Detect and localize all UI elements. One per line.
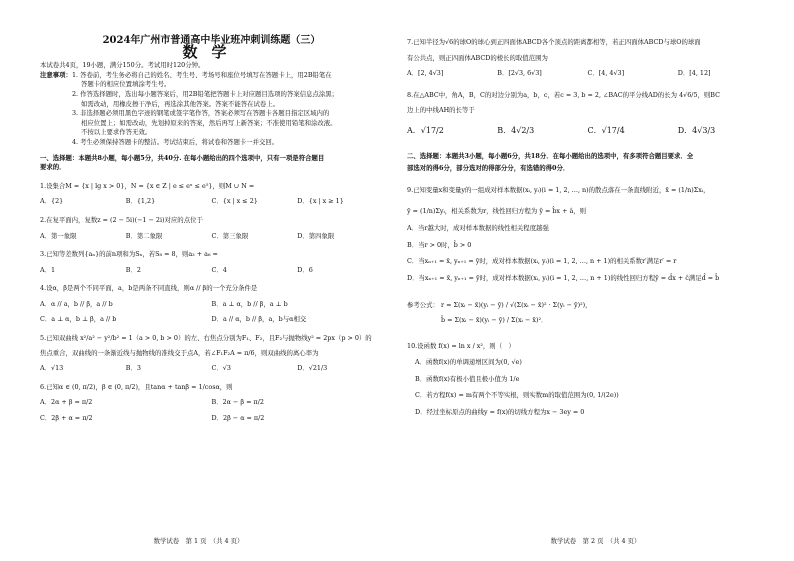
option-c: C．a ⊥ α，b ⊥ β，a // b	[40, 315, 117, 324]
question-1: 1.设集合M = {x | lg x > 0}，N = {x ∈ Z | e ≤ eˣ ≤ e⁵}，则M ∪ N =	[40, 181, 255, 190]
option-a: A．2α + β = π/2	[40, 398, 93, 407]
question-5-options	[40, 364, 383, 374]
question-6-options-ab	[40, 398, 383, 408]
question-9-option-d: D．当xₙ₊₁ = x̄, yₙ₊₁ = ȳ时，成对样本数据(xᵢ, yᵢ)(i = 1, 2, …, n + 1)的线性回归方程ŷ = d̂x + ĉ满足d̂ = b̂	[407, 273, 720, 282]
exam-page-2	[397, 0, 794, 561]
option-d: D．a // α，b // β，a，b与α相交	[211, 315, 307, 324]
option-b: B．3	[125, 364, 141, 373]
note-line: 3. 非选择题必须用黑色字迹的钢笔或签字笔作答，答案必须写在答题卡各题目指定区域内的	[71, 109, 330, 118]
option-a: A．1	[40, 265, 56, 274]
question-10-option-b: B．函数f(x)有极小值且极小值为 1/e	[415, 374, 520, 383]
option-d: D．第四象限	[297, 231, 335, 240]
question-2-options	[40, 232, 383, 242]
option-c: C．√3	[211, 364, 231, 373]
option-a: A．√17/2	[407, 125, 444, 135]
exam-intro: 本试卷共4页，19小题，满分150分。考试用时120分钟。	[40, 61, 205, 70]
question-4-options-ab	[40, 300, 383, 310]
note-line: 4. 考生必须保持答题卡的整洁。考试结束后，将试卷和答题卡一并交回。	[71, 137, 279, 146]
option-b: B．2	[125, 265, 141, 274]
question-7: 7.已知半径为√6的球O的球心到正四面体ABCD各个顶点的距离都相等，若正四面体ABCD与球O的球面	[407, 38, 701, 46]
option-b: B．a ⊥ α，b // β，a ⊥ b	[211, 299, 288, 308]
question-6: 6.已知α ∈ (0, π/2)，β ∈ (0, π/2)，且tanα + tanβ = 1/cosα，则	[40, 382, 233, 391]
question-9: 9.已知变量x和变量y的一组成对样本数据(xᵢ, yᵢ)(i = 1, 2, …, n)的散点落在一条直线附近，x̄ = (1/n)Σxᵢ，	[407, 185, 710, 194]
option-d: D．√21/3	[297, 364, 328, 373]
notes-block	[40, 71, 383, 148]
question-10: 10.设函数 f(x) = ln x / x²，则（ ）	[407, 341, 515, 350]
question-10-option-d: D．经过坐标原点的曲线y = f(x)的切线方程为x − 3ey = 0	[415, 407, 585, 416]
option-c: C．√17/4	[587, 125, 625, 135]
question-5: 5.已知双曲线 x²/a² − y²/b² = 1（a > 0, b > 0）的左、右焦点分别为F₁、F₂，且F₂与抛物线y² = 2px（p > 0）的	[40, 334, 372, 343]
option-a: A．{2}	[40, 197, 64, 206]
option-b: B．2α − β = π/2	[211, 398, 264, 407]
question-8: 8.在△ABC中，角A，B，C的对边分别为a，b，c，若c = 3, b = 2, ∠BAC的平分线AD的长为 4√6/5，则BC	[407, 90, 720, 99]
reference-formulas	[407, 301, 768, 311]
option-d: D．4√3/3	[677, 125, 716, 135]
option-b: B．[2√3, 6√3]	[497, 69, 542, 78]
question-7-cont: 有公共点，则正四面体ABCD的棱长的取值范围为	[407, 53, 548, 62]
option-d: D．{x | x ≥ 1}	[297, 197, 344, 206]
question-6-options-cd	[40, 414, 383, 424]
question-9-option-c: C．当xₙ₊₁ = x̄, yₙ₊₁ = ȳ时，成对样本数据(xᵢ, yᵢ)(i = 1, 2, …, n + 1)的相关系数r′满足r′ = r	[407, 257, 677, 266]
question-4: 4.设α，β是两个不同平面，a，b是两条不同直线，则α // β的一个充分条件是	[40, 284, 258, 293]
question-9-cont: ȳ = (1/n)Σyᵢ，相关系数为r，线性回归方程为 ŷ = b̂x + â，则	[407, 207, 587, 216]
exam-title: 2024年广州市普通高中毕业班冲刺训练题（三）	[102, 35, 321, 46]
question-8-options	[407, 126, 768, 136]
note-line: 相应位置上；如需改动，先划掉原来的答案，然后再写上新答案；不准使用铅笔和涂改液。	[80, 118, 337, 127]
option-a: A．α // a，b // β，a // b	[40, 299, 113, 308]
question-10-option-a: A．函数f(x)的单调递增区间为(0, √e)	[415, 358, 522, 367]
question-10-option-c: C．若方程f(x) = m有两个不等实根，则实数m的取值范围为(0, 1/(2e))	[415, 391, 619, 400]
note-line: 如需改动，用橡皮擦干净后，再选涂其他答案。答案不能答在试卷上。	[80, 99, 280, 108]
section-1-heading-cont: 要求的．	[40, 163, 66, 172]
note-line: 不按以上要求作答无效。	[80, 128, 152, 137]
option-d: D．6	[297, 265, 313, 274]
reference-label: 参考公式：	[407, 301, 439, 310]
question-9-option-a: A．当r越大时，成对样本数据的线性相关程度越强	[407, 223, 549, 232]
notes-label: 注意事项：	[40, 70, 72, 79]
option-d: D．[4, 12]	[677, 69, 711, 78]
section-2-heading-cont: 部选对的得6分，部分选对的得部分分，有选错的得0分．	[407, 164, 570, 173]
question-8-cont: 边上的中线AH的长等于	[407, 106, 475, 115]
question-2: 2.在复平面内，复数z = (2 − 5i)(−1 − 2i)对应的点位于	[40, 215, 203, 224]
question-3-options	[40, 266, 383, 276]
option-c: C．第三象限	[211, 231, 249, 240]
section-2-heading: 二、选择题：本题共3小题，每小题6分，共18分．在每小题给出的选项中，有多项符合题目要求．全	[407, 151, 694, 160]
note-line: 2. 作答选择题时，选出每小题答案后，用2B铅笔把答题卡上对应题目选项的答案信息点涂黑；	[71, 89, 339, 98]
option-c: C．[4, 4√3]	[587, 69, 625, 78]
exam-subject: 数学	[182, 42, 241, 61]
question-1-options	[40, 197, 383, 207]
option-c: C．4	[211, 265, 227, 274]
question-7-options	[407, 69, 768, 79]
option-c: C．{x | x ≤ 2}	[211, 197, 258, 206]
option-a: A．√13	[40, 364, 64, 373]
page-footer: 数学试卷 第 1 页 （共 4 页）	[153, 537, 244, 546]
formula-b: b̂ = Σ(xᵢ − x̄)(yᵢ − ȳ) / Σ(xᵢ − x̄)²．	[441, 315, 548, 324]
option-a: A．第一象限	[40, 231, 77, 240]
page-footer: 数学试卷 第 2 页 （共 4 页）	[550, 537, 641, 546]
formula-r: r = Σ(xᵢ − x̄)(yᵢ − ȳ) / √(Σ(xᵢ − x̄)² · Σ(yᵢ − ȳ)²)，	[441, 301, 592, 310]
option-b: B．第二象限	[125, 231, 163, 240]
note-line: 1. 答卷前，考生务必将自己的姓名、考生号、考场号和座位号填写在答题卡上，用2B铅笔在	[71, 70, 332, 79]
question-3: 3.已知等差数列{aₙ}的前n项和为Sₙ，若S₈ = 8，则a₃ + a₆ =	[40, 250, 218, 259]
question-9-option-b: B．当r > 0时，b̂ > 0	[407, 240, 472, 249]
option-d: D．2β − α = π/2	[211, 414, 265, 423]
option-b: B．4√2/3	[497, 125, 535, 135]
question-5-cont: 焦点重合，双曲线的一条渐近线与抛物线的准线交于点A，若∠F₁F₂A = π/6，则双曲线的离心率为	[40, 348, 319, 357]
note-line: 答题卡的相应位置填涂考生号。	[80, 80, 171, 89]
question-4-options-cd	[40, 315, 383, 325]
option-c: C．2β + α = π/2	[40, 414, 93, 423]
section-1-heading: 一、选择题：本题共8小题，每小题5分，共40分. 在每小题给出的四个选项中，只有一项是符合题目	[40, 153, 325, 162]
option-b: B．{1,2}	[125, 197, 156, 206]
option-a: A．[2, 4√3]	[407, 69, 444, 78]
